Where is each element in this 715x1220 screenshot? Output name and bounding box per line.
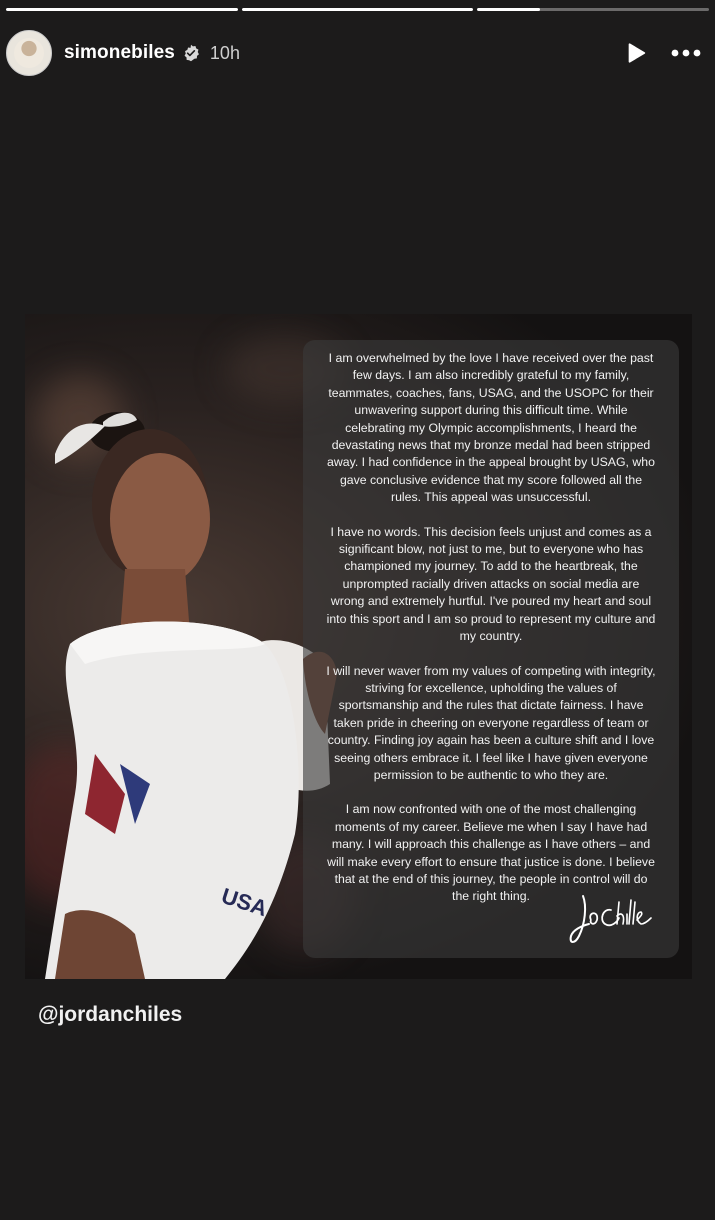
signature [565, 890, 657, 950]
post-time: 10h [209, 42, 240, 63]
story-progress-bar [6, 8, 709, 11]
play-icon[interactable] [625, 42, 647, 64]
statement-paragraph-1: I am overwhelmed by the love I have received over the past few days. I am also incredibly grateful to my family, teammates, coaches, fans, USAG, and the USOPC for their unwavering support during this difficult time. While celebrating my Olympic accomplishments, I heard the devastating news that my bronze medal had been stripped away. I had confidence in the appeal brought by USAG, who gave conclusive evidence that my score followed all the rules. This appeal was unsuccessful. [327, 351, 655, 505]
mention-sticker[interactable]: @jordanchiles [38, 1003, 183, 1026]
statement-card [303, 340, 679, 958]
progress-segment-3 [477, 8, 709, 11]
leotard-text: USA [218, 882, 271, 922]
progress-segment-2 [242, 8, 474, 11]
verified-badge-icon [182, 44, 200, 62]
username[interactable]: simonebiles [64, 42, 175, 63]
statement-paragraph-4: I am now confronted with one of the most challenging moments of my career. Believe me when I say I have had many. I will approach this challenge as I have others – and will make every effort to ensure that justice is done. I believe that at the end of this journey, the people in control will do the right thing. [327, 802, 655, 904]
statement-paragraph-2: I have no words. This decision feels unjust and comes as a significant blow, not just to me, but to everyone who has championed my journey. To add to the heartbreak, the unprompted racially driven attacks on social media are wrong and extremely hurtful. I've poured my heart and soul into this sport and I am so proud to represent my culture and my country. [326, 524, 656, 644]
avatar[interactable] [6, 30, 52, 76]
more-options-icon[interactable] [671, 49, 701, 57]
statement-paragraph-3: I will never waver from my values of competing with integrity, striving for excellence, upholding the values of sportsmanship and the rules that dictate fairness. I have taken pride in cheering on everyone regardless of team or country. Finding joy again has been a culture shift and I love seeing others embrace it. I feel like I have given everyone permission to be authentic to who they are. [326, 663, 656, 782]
story-post-image[interactable] [25, 314, 692, 979]
progress-segment-1 [6, 8, 238, 11]
story-header [6, 29, 701, 77]
